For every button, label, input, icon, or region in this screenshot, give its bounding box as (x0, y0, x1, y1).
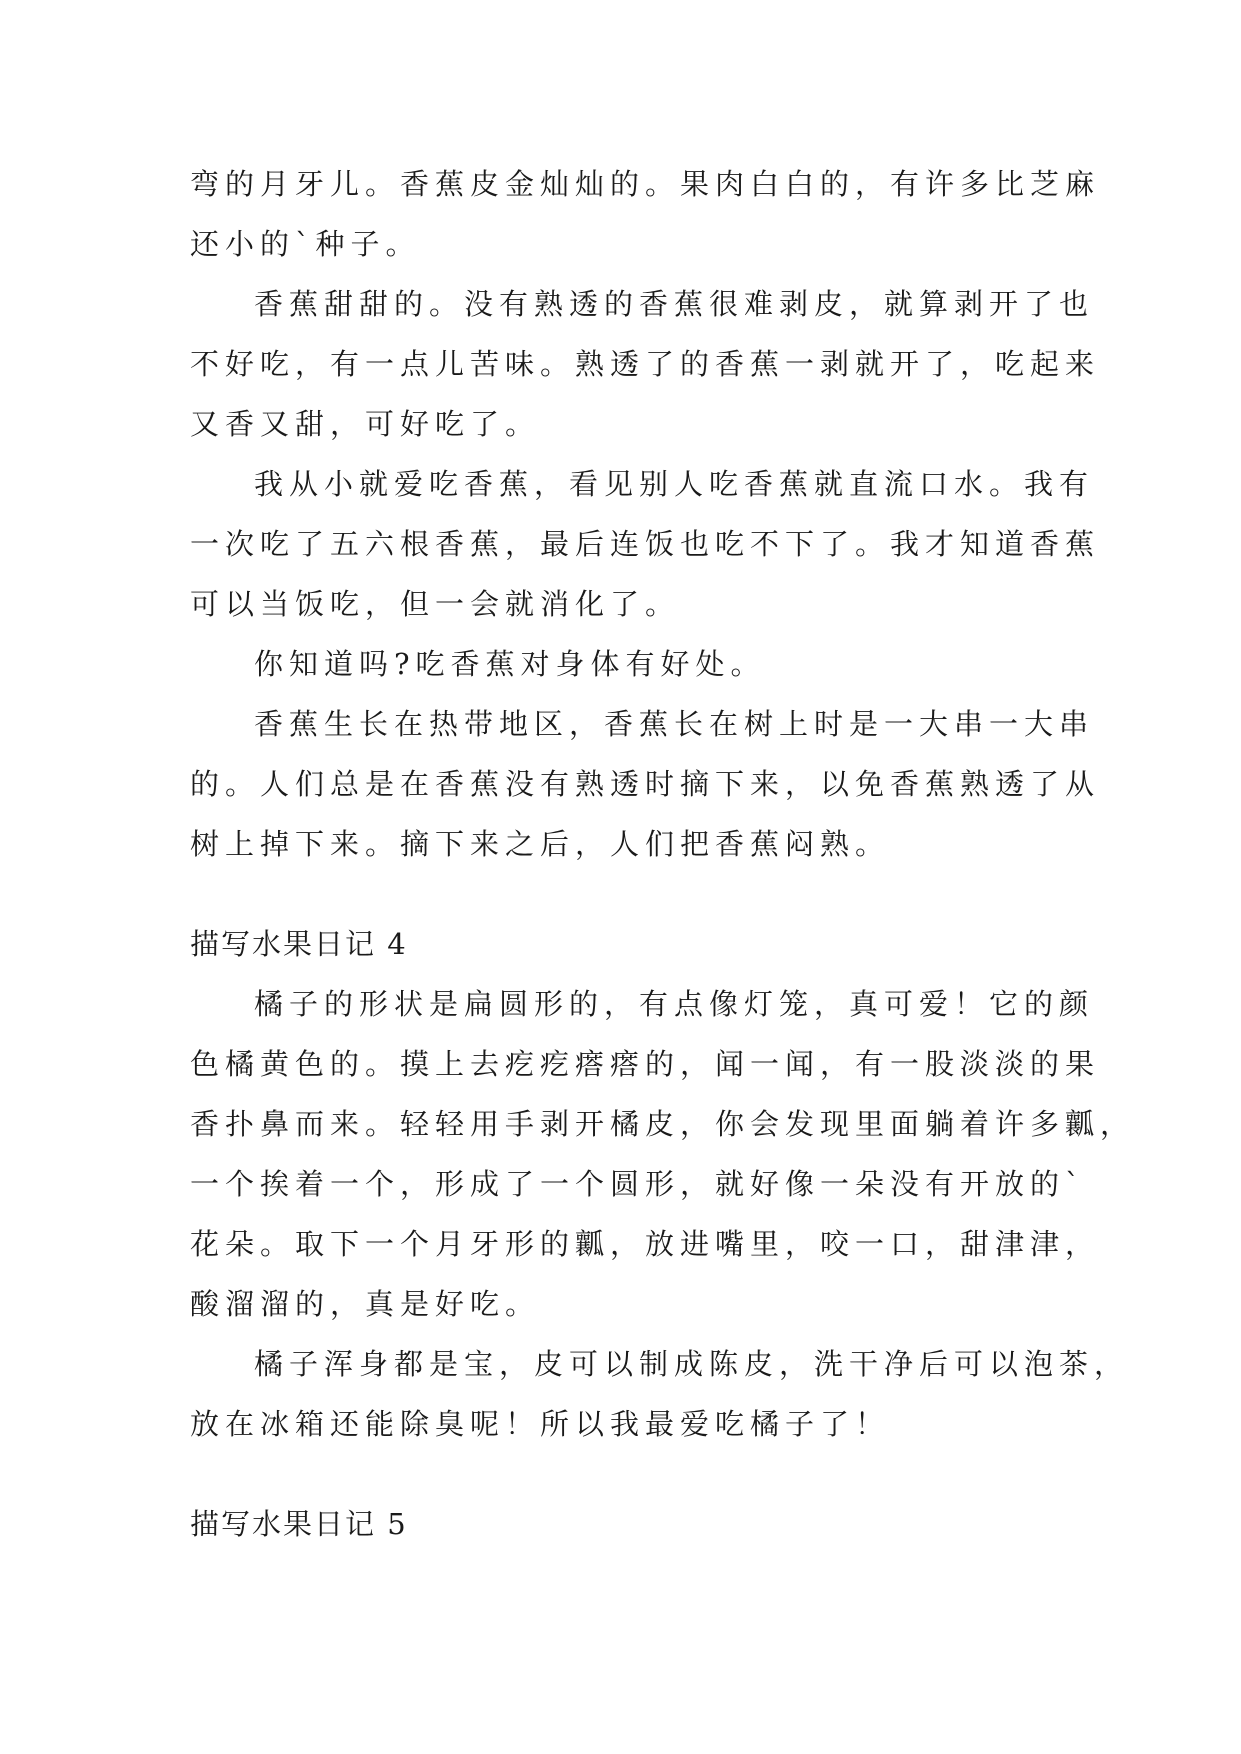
text-line: 树上掉下来。摘下来之后，人们把香蕉闷熟。 (190, 827, 891, 861)
section-heading: 描写水果日记 5 (190, 1507, 408, 1541)
section-heading: 描写水果日记 4 (190, 927, 408, 961)
text-line: 色橘黄色的。摸上去疙疙瘩瘩的，闻一闻，有一股淡淡的果 (190, 1047, 1101, 1081)
text-line: 我从小就爱吃香蕉，看见别人吃香蕉就直流口水。我有 (254, 467, 1095, 501)
text-line: 可以当饭吃，但一会就消化了。 (190, 587, 681, 621)
text-line: 你知道吗?吃香蕉对身体有好处。 (254, 647, 766, 681)
text-line: 又香又甜，可好吃了。 (190, 407, 541, 441)
text-line: 香扑鼻而来。轻轻用手剥开橘皮，你会发现里面躺着许多瓤， (190, 1107, 1136, 1141)
text-line: 香蕉生长在热带地区，香蕉长在树上时是一大串一大串 (254, 707, 1095, 741)
text-line: 还小的`种子。 (190, 227, 421, 261)
text-line: 花朵。取下一个月牙形的瓤，放进嘴里，咬一口，甜津津， (190, 1227, 1101, 1261)
text-line: 放在冰箱还能除臭呢！所以我最爱吃橘子了！ (190, 1407, 891, 1441)
text-line: 酸溜溜的，真是好吃。 (190, 1287, 541, 1321)
text-line: 香蕉甜甜的。没有熟透的香蕉很难剥皮，就算剥开了也 (254, 287, 1095, 321)
text-line: 的。人们总是在香蕉没有熟透时摘下来，以免香蕉熟透了从 (190, 767, 1101, 801)
text-line: 不好吃，有一点儿苦味。熟透了的香蕉一剥就开了，吃起来 (190, 347, 1101, 381)
text-line: 一次吃了五六根香蕉，最后连饭也吃不下了。我才知道香蕉 (190, 527, 1101, 561)
text-line: 橘子的形状是扁圆形的，有点像灯笼，真可爱！它的颜 (254, 987, 1095, 1021)
text-line: 橘子浑身都是宝，皮可以制成陈皮，洗干净后可以泡茶， (254, 1347, 1130, 1381)
text-line: 一个挨着一个，形成了一个圆形，就好像一朵没有开放的` (190, 1167, 1086, 1201)
text-line: 弯的月牙儿。香蕉皮金灿灿的。果肉白白的，有许多比芝麻 (190, 167, 1101, 201)
